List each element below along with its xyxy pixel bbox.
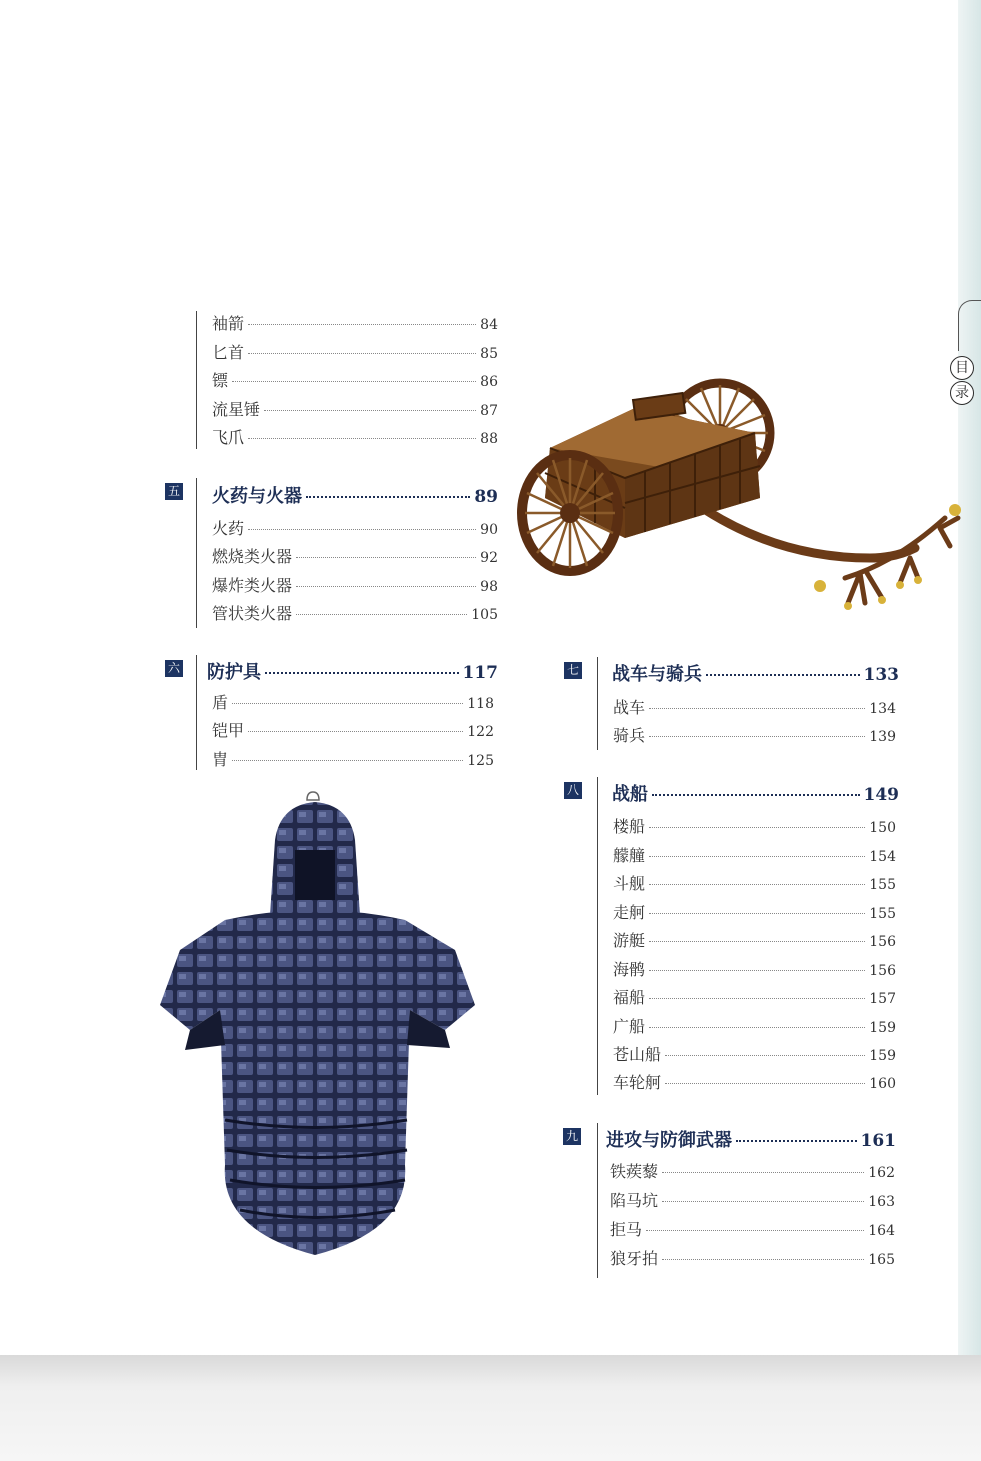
section-rule <box>597 777 598 1095</box>
toc-item[interactable] <box>212 311 498 334</box>
toc-item[interactable] <box>212 690 494 713</box>
leader-dots <box>265 672 459 674</box>
section-page: 149 <box>863 785 899 805</box>
toc-item[interactable] <box>610 1246 895 1269</box>
toc-item-page: 164 <box>868 1223 895 1239</box>
leader-dots <box>296 586 476 587</box>
toc-item-title: 匕首 <box>212 343 245 362</box>
helmet-face-opening <box>295 850 335 900</box>
toc-item-title: 战车 <box>613 698 646 717</box>
toc-item[interactable] <box>613 1042 896 1065</box>
section-title: 防护具 <box>207 662 261 683</box>
toc-section-9 <box>597 1123 899 1278</box>
toc-section-5 <box>196 478 498 628</box>
toc-item-page: 105 <box>471 607 498 623</box>
toc-item-page: 88 <box>480 431 498 447</box>
toc-item[interactable] <box>613 843 896 866</box>
toc-item-page: 98 <box>480 579 498 595</box>
toc-item-title: 胄 <box>212 750 229 769</box>
toc-item-title: 游艇 <box>613 931 646 950</box>
leader-dots <box>662 1172 864 1173</box>
toc-item-page: 92 <box>480 550 498 566</box>
toc-item-title: 流星锤 <box>212 400 261 419</box>
toc-item-page: 139 <box>869 729 896 745</box>
toc-item-title: 管状类火器 <box>212 604 293 623</box>
toc-item-title: 艨艟 <box>613 846 646 865</box>
leader-dots <box>649 998 865 999</box>
page-edge-strip <box>958 0 981 1355</box>
leader-dots <box>649 1027 865 1028</box>
section-number-badge: 六 <box>165 660 183 677</box>
toc-item-title: 飞爪 <box>212 428 245 447</box>
toc-item[interactable] <box>212 516 498 539</box>
toc-item[interactable] <box>610 1159 895 1182</box>
toc-item-title: 福船 <box>613 988 646 1007</box>
section-title: 火药与火器 <box>212 486 302 507</box>
leader-dots <box>649 884 865 885</box>
section-page: 89 <box>474 487 498 507</box>
section-rule <box>597 1123 598 1278</box>
toc-item[interactable] <box>613 985 896 1008</box>
toc-item-page: 156 <box>869 934 896 950</box>
toc-item-title: 楼船 <box>613 817 646 836</box>
helmet-loop <box>307 792 319 800</box>
leader-dots <box>306 496 470 498</box>
toc-item-title: 铠甲 <box>212 721 245 740</box>
toc-item-title: 广船 <box>613 1017 646 1036</box>
toc-item-page: 155 <box>869 906 896 922</box>
toc-item[interactable] <box>212 601 498 624</box>
toc-item-page: 156 <box>869 963 896 979</box>
toc-section-6 <box>196 655 498 770</box>
section-heading[interactable] <box>612 660 899 686</box>
toc-item[interactable] <box>212 573 498 596</box>
section-rule <box>196 655 197 770</box>
section-rule <box>196 478 197 628</box>
toc-item-title: 车轮舸 <box>613 1073 662 1092</box>
toc-item[interactable] <box>613 814 896 837</box>
section-number-badge: 八 <box>564 782 582 799</box>
toc-item[interactable] <box>610 1188 895 1211</box>
toc-item-page: 122 <box>467 724 494 740</box>
toc-item-page: 157 <box>869 991 896 1007</box>
toc-item[interactable] <box>613 928 896 951</box>
section-rule <box>597 657 598 750</box>
toc-item-title: 爆炸类火器 <box>212 576 293 595</box>
section-page: 117 <box>462 663 498 683</box>
toc-item-page: 118 <box>467 696 494 712</box>
toc-item[interactable] <box>613 900 896 923</box>
toc-item[interactable] <box>613 723 896 746</box>
toc-item[interactable] <box>212 544 498 567</box>
toc-item[interactable] <box>613 1014 896 1037</box>
section-title: 进攻与防御武器 <box>606 1130 732 1151</box>
toc-item-page: 159 <box>869 1020 896 1036</box>
section-page: 133 <box>863 665 899 685</box>
leader-dots <box>736 1140 857 1142</box>
toc-section-8 <box>597 777 899 1095</box>
toc-item-title: 走舸 <box>613 903 646 922</box>
toc-item[interactable] <box>212 368 498 391</box>
toc-item[interactable] <box>613 957 896 980</box>
toc-continuation <box>196 311 498 449</box>
leader-dots <box>662 1259 864 1260</box>
leader-dots <box>248 529 476 530</box>
toc-item[interactable] <box>212 340 498 363</box>
toc-item[interactable] <box>610 1217 895 1240</box>
toc-item-title: 陷马坑 <box>610 1191 659 1210</box>
toc-item[interactable] <box>212 397 498 420</box>
toc-item-title: 火药 <box>212 519 245 538</box>
leader-dots <box>706 674 860 676</box>
leader-dots <box>665 1055 865 1056</box>
chariot-illustration <box>515 378 965 628</box>
chariot-pole <box>695 503 915 558</box>
leader-dots <box>232 703 463 704</box>
side-label-connector <box>958 300 981 351</box>
leader-dots <box>649 827 865 828</box>
toc-item-title: 铁蒺藜 <box>610 1162 659 1181</box>
toc-item-title: 燃烧类火器 <box>212 547 293 566</box>
leader-dots <box>264 410 476 411</box>
leader-dots <box>248 353 476 354</box>
toc-item[interactable] <box>212 747 494 770</box>
section-number-badge: 五 <box>165 483 183 500</box>
section-number-badge: 七 <box>564 662 582 679</box>
toc-item-title: 袖箭 <box>212 314 245 333</box>
toc-item-title: 海鹘 <box>613 960 646 979</box>
toc-item-title: 镖 <box>212 371 229 390</box>
toc-item-page: 85 <box>480 346 498 362</box>
toc-item-page: 134 <box>869 701 896 717</box>
leader-dots <box>232 760 463 761</box>
toc-item-page: 87 <box>480 403 498 419</box>
leader-dots <box>248 324 476 325</box>
leader-dots <box>649 708 865 709</box>
leader-dots <box>649 913 865 914</box>
toc-item-page: 86 <box>480 374 498 390</box>
page-bottom-edge <box>0 1355 981 1461</box>
side-label-char-2: 录 <box>950 381 974 405</box>
toc-item-page: 154 <box>869 849 896 865</box>
toc-item[interactable] <box>613 1070 896 1093</box>
section-heading[interactable] <box>212 482 498 508</box>
armor-body <box>160 910 475 1255</box>
front-wheel <box>522 455 618 571</box>
toc-section-7 <box>597 657 899 750</box>
toc-item-page: 165 <box>868 1252 895 1268</box>
toc-item[interactable] <box>613 871 896 894</box>
leader-dots <box>649 941 865 942</box>
toc-item-page: 162 <box>868 1165 895 1181</box>
toc-item-page: 159 <box>869 1048 896 1064</box>
toc-item-page: 163 <box>868 1194 895 1210</box>
toc-item-page: 155 <box>869 877 896 893</box>
toc-item-title: 狼牙拍 <box>610 1249 659 1268</box>
leader-dots <box>662 1201 864 1202</box>
side-label-char-1: 目 <box>950 356 974 380</box>
section-page: 161 <box>860 1131 896 1151</box>
toc-item-title: 拒马 <box>610 1220 643 1239</box>
leader-dots <box>232 381 476 382</box>
toc-item-page: 84 <box>480 317 498 333</box>
section-title: 战船 <box>612 784 648 805</box>
leader-dots <box>649 736 865 737</box>
leader-dots <box>652 794 860 796</box>
toc-item-title: 骑兵 <box>613 726 646 745</box>
section-rule <box>196 311 197 449</box>
leader-dots <box>649 856 865 857</box>
leader-dots <box>665 1083 865 1084</box>
section-heading[interactable] <box>207 658 498 684</box>
armor-illustration <box>155 790 480 1260</box>
toc-item-title: 盾 <box>212 693 229 712</box>
section-number-badge: 九 <box>563 1128 581 1145</box>
leader-dots <box>296 614 467 615</box>
toc-item-page: 125 <box>467 753 494 769</box>
toc-item-page: 160 <box>869 1076 896 1092</box>
leader-dots <box>649 970 865 971</box>
toc-item-page: 90 <box>480 522 498 538</box>
section-heading[interactable] <box>606 1126 896 1152</box>
section-heading[interactable] <box>612 780 899 806</box>
leader-dots <box>646 1230 864 1231</box>
leader-dots <box>248 731 463 732</box>
toc-item[interactable] <box>212 425 498 448</box>
toc-item[interactable] <box>212 718 494 741</box>
leader-dots <box>296 557 476 558</box>
toc-item[interactable] <box>613 695 896 718</box>
leader-dots <box>248 438 476 439</box>
section-title: 战车与骑兵 <box>612 664 702 685</box>
toc-item-title: 苍山船 <box>613 1045 662 1064</box>
toc-item-page: 150 <box>869 820 896 836</box>
toc-item-title: 斗舰 <box>613 874 646 893</box>
